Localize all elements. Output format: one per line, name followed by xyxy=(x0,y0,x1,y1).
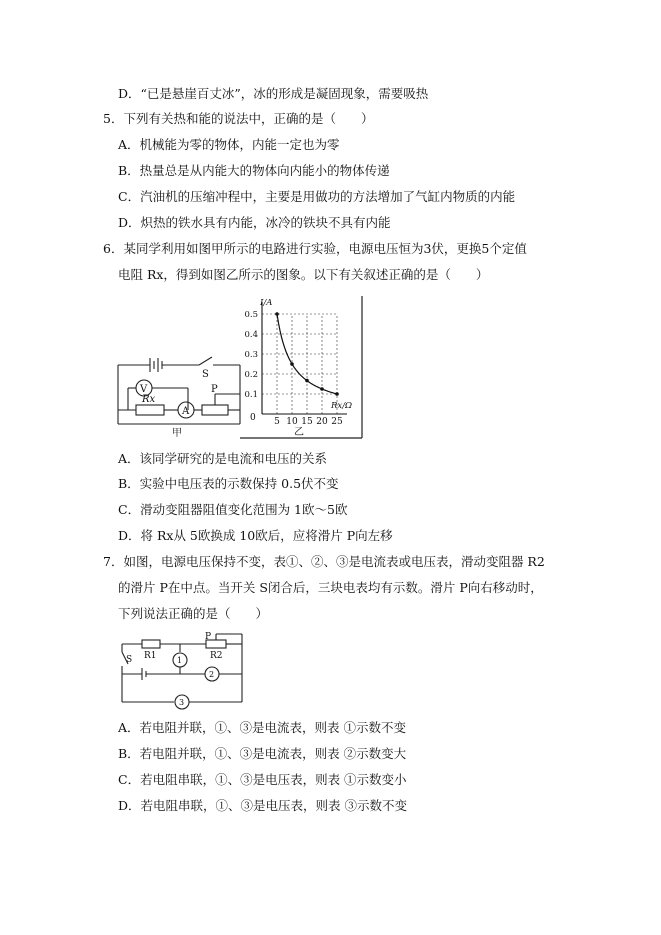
q5-option-a: A．机械能为零的物体，内能一定也为零 xyxy=(118,137,340,152)
resistor-rx-label: Rx xyxy=(142,394,156,405)
q5-stem: 5．下列有关热和能的说法中，正确的是（ ） xyxy=(103,111,374,126)
x-tick-label: 10 xyxy=(286,417,298,427)
chart-point xyxy=(305,379,309,383)
x-tick-label: 5 xyxy=(274,417,280,427)
figure-yi-graph xyxy=(240,296,364,440)
slider-p-label: P xyxy=(211,384,218,395)
figure-jia-circuit xyxy=(114,350,244,438)
figure-yi-caption: 乙 xyxy=(294,427,304,438)
q7-meter1-label: 1 xyxy=(177,656,183,665)
chart-ylabel: I/A xyxy=(260,298,273,308)
chart-grid xyxy=(262,314,337,414)
y-tick-label: 0.5 xyxy=(244,310,258,320)
q6-option-b: B．实验中电压表的示数保持 0.5伏不变 xyxy=(118,476,339,491)
q6-stem-line2: 电阻 Rx，得到如图乙所示的图象。以下有关叙述正确的是（ ） xyxy=(118,267,489,282)
ammeter-label: A xyxy=(182,406,190,417)
chart-point xyxy=(320,387,324,391)
q7-stem-line1: 7．如图，电源电压保持不变，表①、②、③是电流表或电压表，滑动变阻器 R2 xyxy=(103,554,545,569)
x-tick-label: 15 xyxy=(301,417,313,427)
switch-s-label: S xyxy=(202,369,209,380)
q7-slider-label: P xyxy=(205,632,212,642)
q7-r1-label: R1 xyxy=(144,651,157,661)
x-tick-label: 25 xyxy=(331,417,343,427)
y-tick-label: 0.1 xyxy=(244,390,258,400)
q7-option-d: D．若电阻串联，①、③是电压表，则表 ③示数不变 xyxy=(118,798,407,813)
q7-stem-line3: 下列说法正确的是（ ） xyxy=(118,606,269,621)
q7-option-c: C．若电阻串联，①、③是电压表，则表 ①示数变小 xyxy=(118,772,407,787)
chart-xlabel: Rx/Ω xyxy=(331,401,353,411)
chart-point xyxy=(290,362,294,366)
q7-switch-label: S xyxy=(126,655,133,665)
q7-stem-line2: 的滑片 P在中点。当开关 S闭合后，三块电表均有示数。滑片 P向右移动时， xyxy=(118,580,543,595)
chart-axes xyxy=(262,302,347,414)
chart-origin-label: 0 xyxy=(250,413,256,423)
chart-tick-labels xyxy=(244,310,343,427)
q7-option-b: B．若电阻并联，①、③是电流表，则表 ②示数变大 xyxy=(118,746,407,761)
y-tick-label: 0.4 xyxy=(244,330,258,340)
q6-option-a: A．该同学研究的是电流和电压的关系 xyxy=(118,451,328,466)
x-tick-label: 20 xyxy=(316,417,328,427)
figure-jia-caption: 甲 xyxy=(172,428,182,438)
q5-option-d: D．炽热的铁水具有内能，冰冷的铁块不具有内能 xyxy=(118,215,391,230)
q5-option-b: B．热量总是从内能大的物体向内能小的物体传递 xyxy=(118,163,390,178)
q6-option-c: C．滑动变阻器阻值变化范围为 1欧～5欧 xyxy=(118,502,348,517)
y-tick-label: 0.2 xyxy=(244,370,258,380)
chart-point xyxy=(335,392,339,396)
chart-point xyxy=(275,312,279,316)
q6-stem-line1: 6．某同学利用如图甲所示的电路进行实验，电源电压恒为3伏，更换5个定值 xyxy=(103,241,527,256)
q7-option-a: A．若电阻并联，①、③是电流表，则表 ①示数不变 xyxy=(118,720,407,735)
figure-q7-circuit xyxy=(116,630,248,712)
q6-option-d: D．将 Rx从 5欧换成 10欧后，应将滑片 P向左移 xyxy=(118,528,393,543)
q5-option-c: C．汽油机的压缩冲程中，主要是用做功的方法增加了气缸内物质的内能 xyxy=(118,189,516,204)
q4-option-d: D．“已是悬崖百丈冰”，冰的形成是凝固现象，需要吸热 xyxy=(118,86,429,101)
voltmeter-label: V xyxy=(140,384,148,395)
y-tick-label: 0.3 xyxy=(244,350,258,360)
q7-r2-label: R2 xyxy=(210,651,223,661)
q7-meter2-label: 2 xyxy=(209,670,215,679)
q7-meter3-label: 3 xyxy=(179,698,185,707)
